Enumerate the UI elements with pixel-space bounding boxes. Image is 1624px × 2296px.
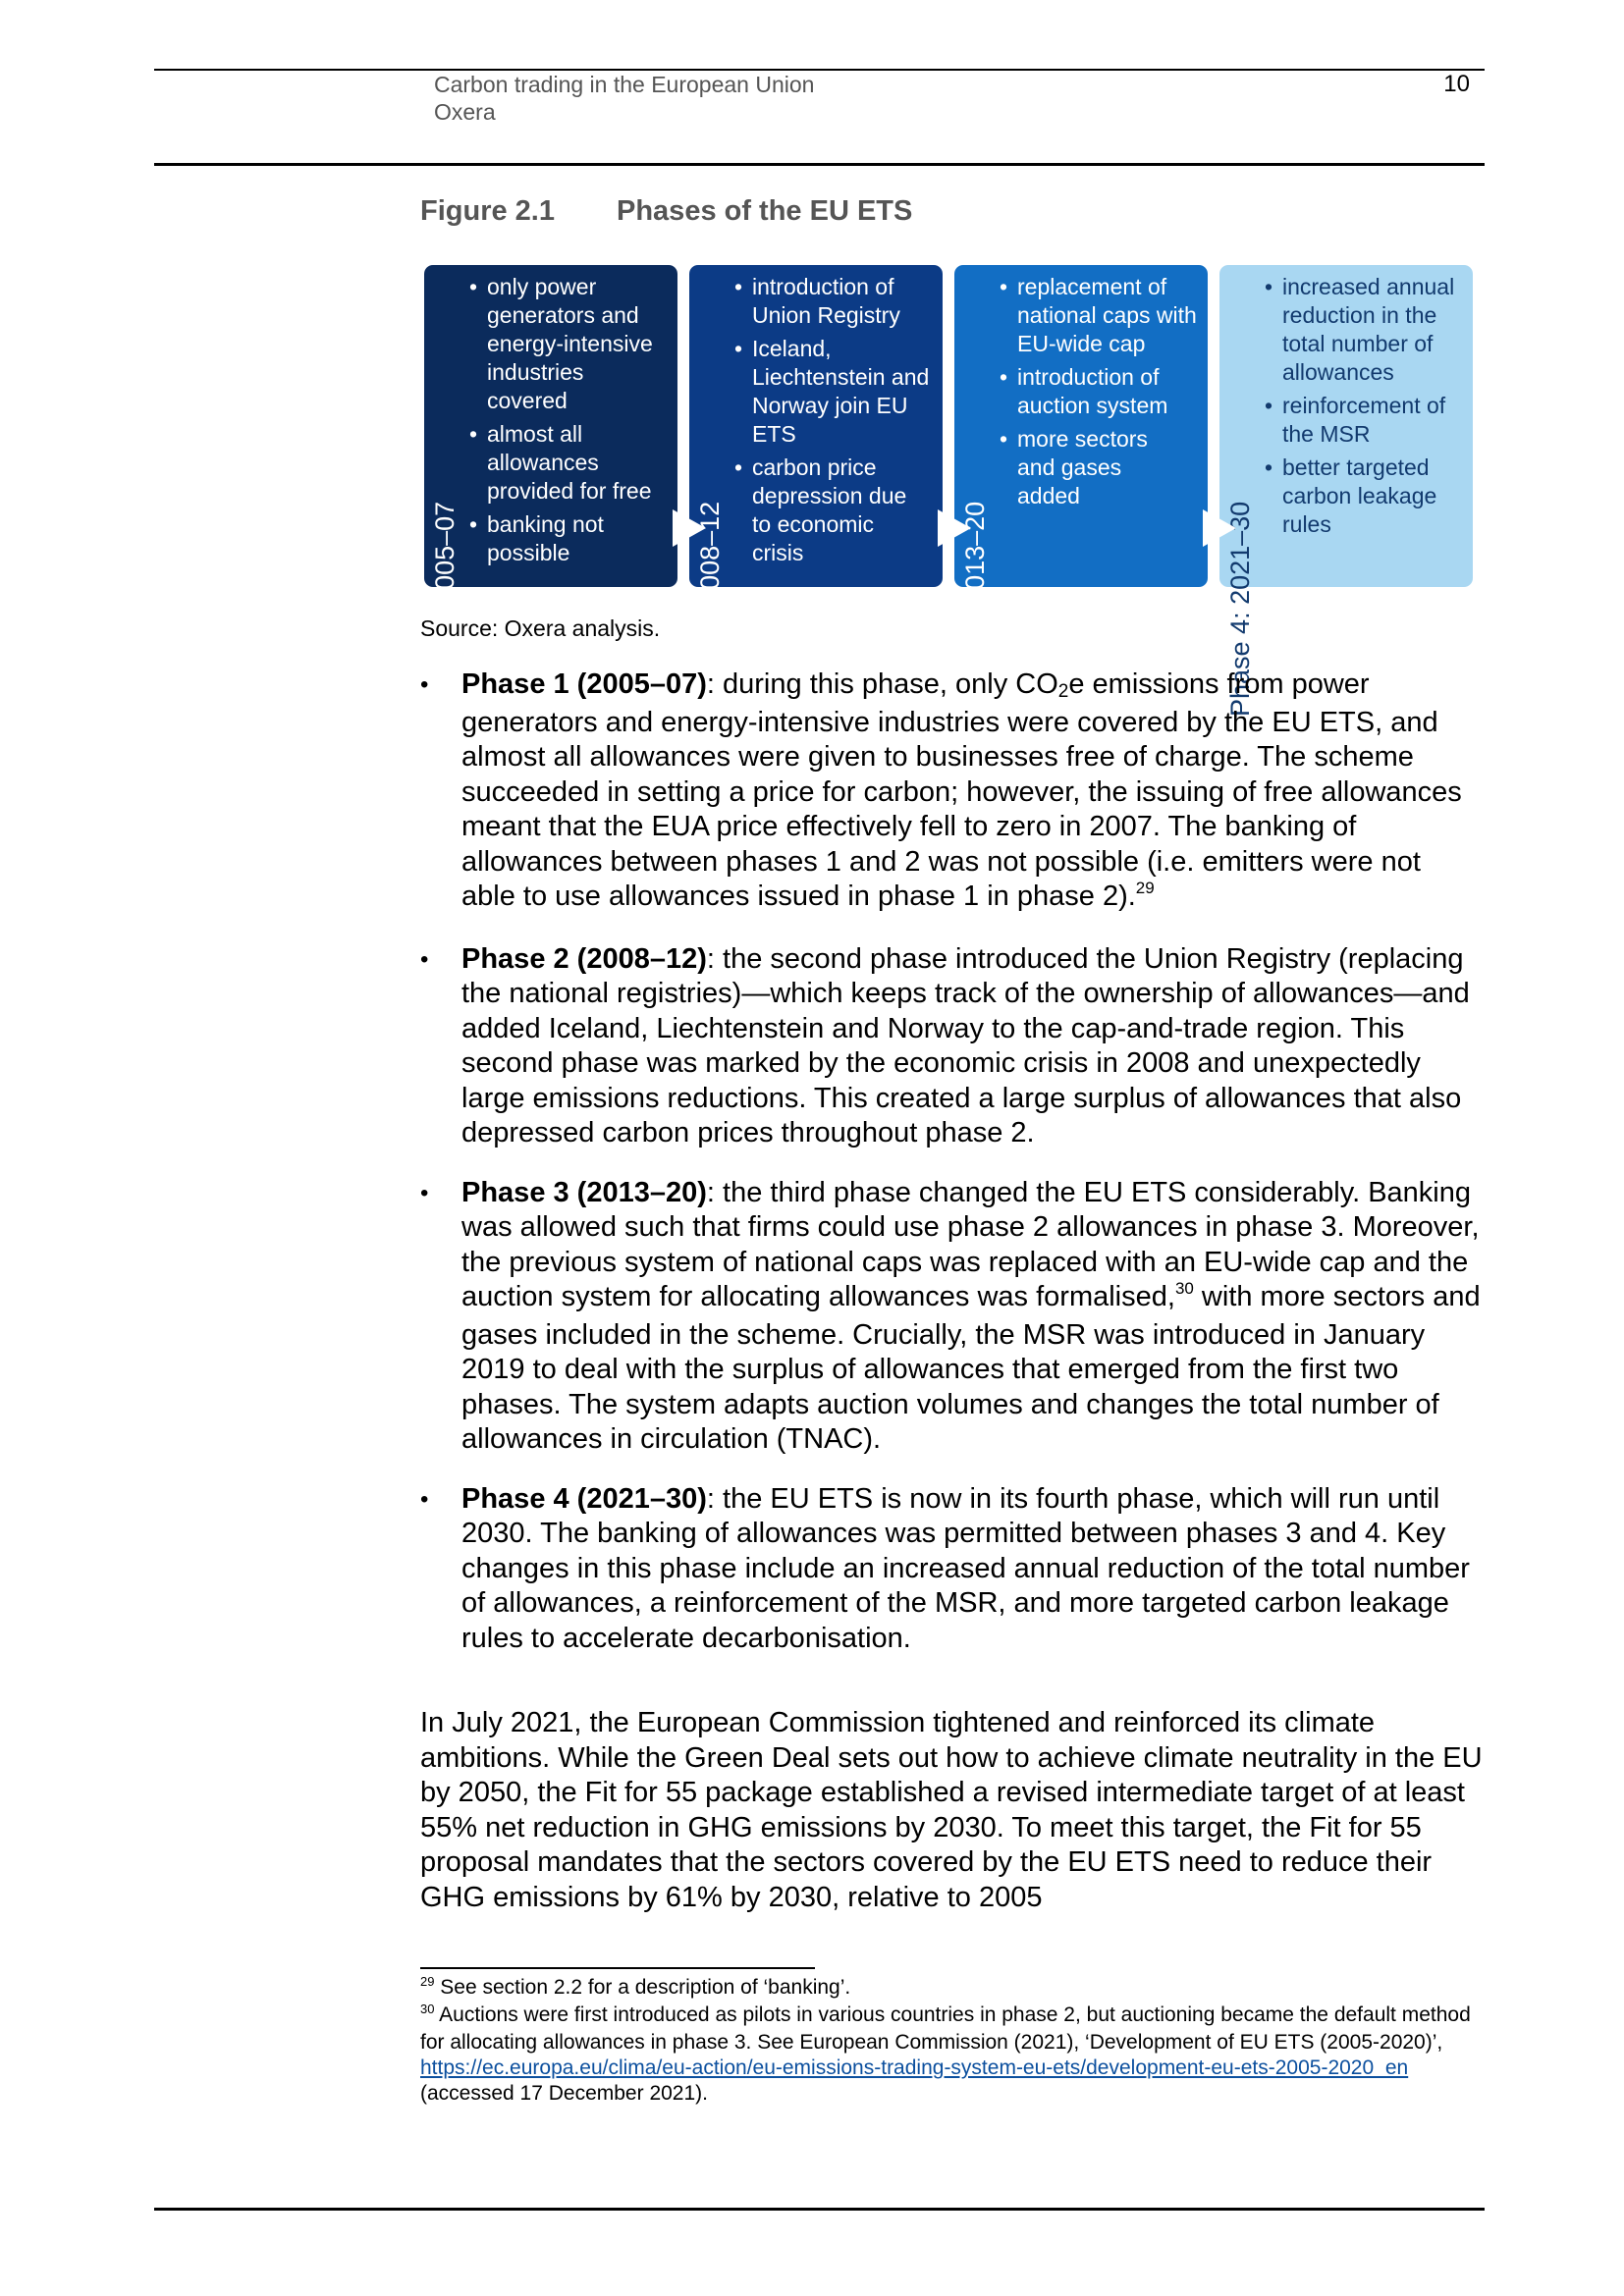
bullet-term: Phase 1 (2005–07) [461,668,707,700]
footnote-text: (accessed 17 December 2021). [420,2082,708,2105]
arrow-right-icon [673,509,706,547]
list-item: • almost all allowances provided for free [467,420,669,506]
figure-number: Figure 2.1 [420,195,555,227]
header-title: Carbon trading in the European Union [434,72,815,97]
phase-3-box [954,265,1208,717]
figure-title: Phases of the EU ETS [617,195,913,227]
footnote-29 [420,1975,1483,2002]
list-item: • introduction of Union Registry [732,273,939,330]
header-rule [154,163,1485,166]
list-item: • reinforcement of the MSR [1263,392,1474,449]
list-item: • banking not possible [467,510,634,567]
footnote-separator [420,1967,815,1969]
list-item: • better targeted carbon leakage rules [1263,454,1474,539]
list-item [420,942,1481,1151]
list-item: • replacement of national caps with EU-wide cap [998,273,1209,358]
footnote-number: 30 [420,2002,435,2016]
list-item: • carbon price depression due to economic crisis [732,454,924,567]
footnote-ref[interactable]: 29 [1135,879,1155,897]
phase-1-label: Phase 1: 2005–07 [430,501,460,717]
list-item: • increased annual reduction in the total number of allowances [1263,273,1474,387]
phase-bullet-list [420,667,1481,1681]
phase-2-label: Phase 2: 2008–12 [695,501,725,717]
bullet-term: Phase 3 (2013–20) [461,1176,707,1208]
list-item: • Iceland, Liechtenstein and Norway join EU ETS [732,335,948,449]
list-item: • more sectors and gases added [998,425,1174,510]
phase-2-list [732,273,948,572]
bullet-text: : during this phase, only CO [706,668,1058,700]
figure-source: Source: Oxera analysis. [420,615,661,641]
footnotes [420,1975,1483,2107]
footnote-link[interactable]: https://ec.europa.eu/clima/eu-action/eu-emissions-trading-system-eu-ets/development-eu-ets-2005-2020_en [420,2056,1409,2079]
phase-4-box [1219,265,1473,717]
footnote-ref[interactable]: 30 [1174,1279,1194,1298]
bottom-rule [154,2208,1485,2211]
footnote-number: 29 [420,1974,435,1989]
arrow-right-icon [1203,509,1236,547]
phase-1-list [467,273,669,572]
phase-4-list [1263,273,1474,544]
bullet-term: Phase 4 (2021–30) [461,1482,707,1515]
phase-4-label: Phase 4: 2021–30 [1225,501,1255,717]
bullet-text: e emissions from power generators and energy-intensive industries were covered by the EU ETS, and almost all allowances were given to businesses free of charge. The scheme succeeded in setting a price for carbon; however, the issuing of free allowances meant that the EUA price effectively fell to zero in 2007. The banking of allowances between phases 1 and 2 was not possible (i.e. emitters were not able to use allowances issued in phase 1 in phase 2). [461,668,1462,912]
header-subtitle: Oxera [434,99,496,125]
phase-3-label: Phase 3: 2013–20 [960,501,990,717]
footnote-30 [420,2002,1483,2107]
phase-3-list [998,273,1209,515]
bullet-text: : the third phase changed the EU ETS considerably. Banking was allowed such that firms could use phase 2 allowances in phase 3. Moreover, the previous system of national caps was replaced with an EU-wide cap and the auction system for allocating allowances was formalised, [461,1176,1480,1312]
bullet-text: : the EU ETS is now in its fourth phase, which will run until 2030. The banking of allowances was permitted between phases 3 and 4. Key changes in this phase include an increased annual reduction of the total number of allowances, a reinforcement of the MSR, and more targeted carbon leakage rules to accelerate decarbonisation. [461,1482,1470,1654]
list-item: • only power generators and energy-intensive industries covered [467,273,669,415]
arrow-right-icon [938,509,971,547]
top-rule [154,69,1485,71]
bullet-text: : the second phase introduced the Union Registry (replacing the national registries)—which keeps track of the ownership of allowances—and added Iceland, Liechtenstein and Norway to the cap-and-trade region. This second phase was marked by the economic crisis in 2008 and unexpectedly large emissions reductions. This created a large surplus of allowances that also depressed carbon prices throughout phase 2. [461,942,1470,1148]
bullet-term: Phase 2 (2008–12) [461,942,707,975]
footnote-text: Auctions were first introduced as pilots in various countries in phase 2, but auctioning became the default method for allocating allowances in phase 3. See European Commission (2021), ‘Development of EU ETS (2005-2020)’, [420,2003,1471,2054]
subscript: 2 [1057,681,1069,702]
list-item: • introduction of auction system [998,363,1209,420]
page-number: 10 [1443,71,1470,97]
bullet-text: with more sectors and gases included in the scheme. Crucially, the MSR was introduced in January 2019 to deal with the surplus of allowances that emerged from the first two phases. The system adapts auction volumes and changes the total number of allowances in circulation (TNAC). [461,1281,1481,1455]
list-item [420,1176,1481,1458]
list-item [420,667,1481,918]
body-paragraph: In July 2021, the European Commission tightened and reinforced its climate ambitions. While the Green Deal sets out how to achieve climate neutrality in the EU by 2050, the Fit for 55 package established a revised intermediate target of at least 55% net reduction in GHG emissions by 2030. To meet this target, the Fit for 55 proposal mandates that the sectors covered by the EU ETS need to reduce their GHG emissions by 61% by 2030, relative to 2005 [420,1707,1483,1913]
footnote-text: See section 2.2 for a description of ‘banking’. [434,1976,851,1999]
list-item [420,1482,1481,1657]
